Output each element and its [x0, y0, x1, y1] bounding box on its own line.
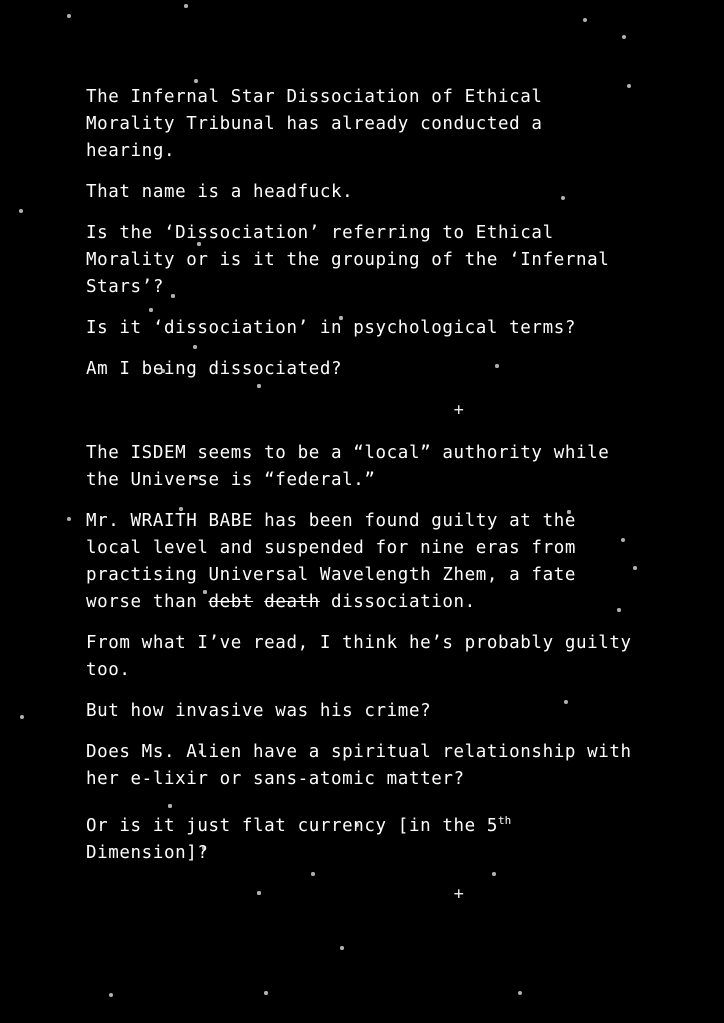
paragraph-isdem-local-federal: The ISDEM seems to be a “local” authority while the Universe is “federal.”: [86, 443, 610, 490]
paragraph-flat-currency: [86, 807, 642, 867]
paragraph-tribunal: The Infernal Star Dissociation of Ethical Morality Tribunal has already conducted a hearing.: [86, 87, 543, 161]
dust-speck: [340, 946, 344, 950]
paragraph-headfuck: That name is a headfuck.: [86, 182, 354, 202]
wraith-text-after: dissociation.: [319, 592, 476, 612]
dust-speck: [194, 79, 198, 83]
paragraph-am-i-dissociated: Am I being dissociated?: [86, 359, 343, 379]
dust-speck: [622, 35, 626, 39]
dust-speck: [20, 715, 24, 719]
paragraph-wraith-babe: [86, 508, 642, 616]
section-separator-1: +: [453, 400, 465, 420]
strike-gap: [253, 592, 264, 612]
document-text-body: [86, 84, 642, 924]
currency-text-after: Dimension]?: [86, 842, 209, 863]
paragraph-dissociation-question: Is the ‘Dissociation’ referring to Ethical Morality or is it the grouping of the ‘Infernal Stars’?: [86, 223, 610, 297]
ordinal-suffix: th: [498, 814, 512, 827]
dust-speck: [67, 517, 71, 521]
dust-speck: [264, 991, 268, 995]
section-separator-2: +: [453, 883, 465, 904]
currency-text-before: Or is it just flat currency [in the 5: [86, 815, 499, 836]
wraith-text-before: Mr. WRAITH BABE has been found guilty at the local level and suspended for nine eras from practising Universal Wavelength Zhem, a fate worse than: [86, 511, 576, 612]
paragraph-ms-alien: Does Ms. Alien have a spiritual relationship with her e-lixir or sans-atomic matter?: [86, 742, 632, 789]
dust-speck: [184, 4, 188, 8]
paragraph-invasive-crime: But how invasive was his crime?: [86, 701, 432, 721]
paragraph-psychological-terms: Is it ‘dissociation’ in psychological terms?: [86, 318, 576, 338]
dust-speck: [19, 209, 23, 213]
paragraph-probably-guilty: From what I’ve read, I think he’s probably guilty too.: [86, 633, 632, 680]
struck-word-debt: debt: [208, 592, 254, 612]
dust-speck: [67, 14, 71, 18]
dust-speck: [109, 993, 113, 997]
dust-speck: [518, 991, 522, 995]
struck-word-death: death: [264, 592, 320, 612]
dust-speck: [583, 18, 587, 22]
